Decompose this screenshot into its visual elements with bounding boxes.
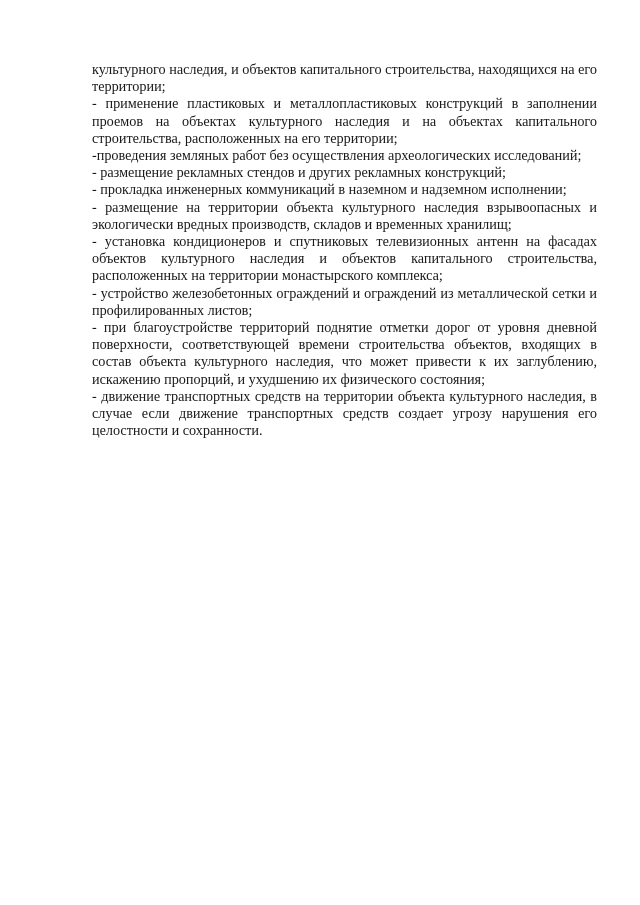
paragraph-fences: - устройство железобетонных ограждений и ограждений из металлической сетки и профилированных листов; [92, 285, 597, 319]
paragraph-advertising: - размещение рекламных стендов и других рекламных конструкций; [92, 165, 506, 182]
document-page [92, 62, 597, 440]
paragraph-road-level: - при благоустройстве территорий поднятие отметки дорог от уровня дневной поверхности, соответствующей времени строительства объектов, входящих в состав объекта культурного наследия, что может привести к их заглублению, искажению пропорций, и ухудшению их физического состояния; [92, 320, 597, 388]
paragraph-plastic-constructions: - применение пластиковых и металлопластиковых конструкций в заполнении проемов на объектах культурного наследия и на объектах капитального строительства, расположенных на его территории; [92, 96, 597, 147]
paragraph-vehicle-traffic: - движение транспортных средств на территории объекта культурного наследия, в случае если движение транспортных средств создает угрозу нарушения его целостности и сохранности. [92, 388, 597, 440]
paragraph-air-conditioners: - установка кондиционеров и спутниковых телевизионных антенн на фасадах объектов культурного наследия и объектов капитального строительства, расположенных на территории монастырского комплекса; [92, 234, 597, 285]
paragraph-hazardous-production: - размещение на территории объекта культурного наследия взрывоопасных и экологически вредных производств, складов и временных хранилищ; [92, 199, 597, 233]
paragraph-earthworks: -проведения земляных работ без осуществления археологических исследований; [92, 148, 582, 165]
paragraph-utilities: - прокладка инженерных коммуникаций в наземном и надземном исполнении; [92, 182, 567, 199]
paragraph-continuation: культурного наследия, и объектов капитального строительства, находящихся на его территории; [92, 62, 597, 96]
